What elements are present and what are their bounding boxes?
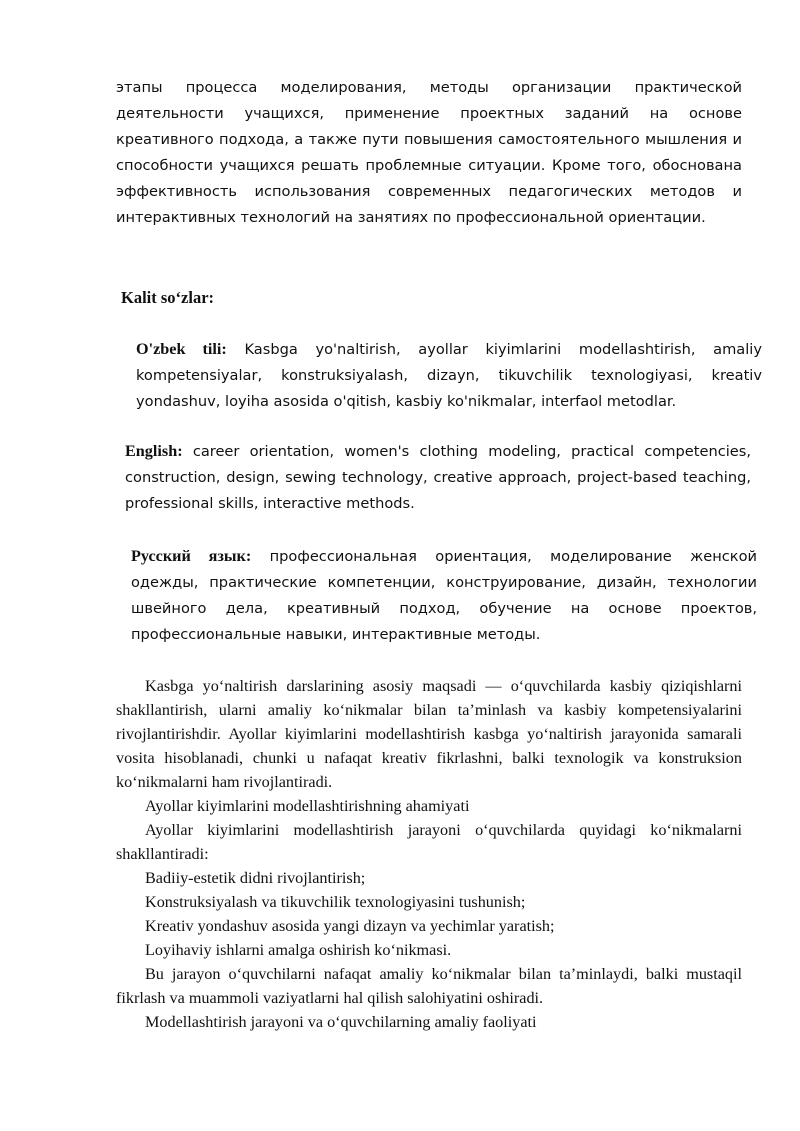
keywords-russian-text: профессиональная ориентация, моделирование женской одежды, практические компетенции, конструирование, дизайн, технологии швейного дела, креативный подход, обучение на основе проектов, профессиональные навыки, интерактивные методы. xyxy=(131,548,758,643)
keywords-uzbek-text: Kasbga yo'naltirish, ayollar kiyimlarini modellashtirish, amaliy kompetensiyalar, konstruksiyalash, dizayn, tikuvchilik texnologiyasi, kreativ yondashuv, loyiha asosida o'qitish, kasbiy ko'nikmalar, interfaol metodlar. xyxy=(136,341,762,410)
keywords-russian xyxy=(116,543,757,648)
keywords-english-label: English: xyxy=(125,442,183,460)
body-text xyxy=(116,674,742,1034)
list-item: Loyihaviy ishlarni amalga oshirish ko‘nikmasi. xyxy=(145,941,452,959)
list-item: Konstruksiyalash va tikuvchilik texnologiyasini tushunish; xyxy=(145,893,526,911)
abstract-continuation: этапы процесса моделирования, методы организации практической деятельности учащихся, применение проектных заданий на основе креативного подхода, а также пути повышения самостоятельного мышления и способности учащихся решать проблемные ситуации. Кроме того, обоснована эффективность использования современных педагогических методов и интерактивных технологий на занятиях по профессиональной ориентации. xyxy=(116,79,742,226)
keywords-russian-label: Русский язык: xyxy=(131,547,252,565)
keywords-heading: Kalit so‘zlar: xyxy=(121,288,215,307)
section-heading-modeling-process: Modellashtirish jarayoni va o‘quvchilarning amaliy faoliyati xyxy=(145,1013,537,1031)
keywords-uzbek xyxy=(116,336,762,415)
keywords-uzbek-label: O'zbek tili: xyxy=(136,340,227,358)
body-paragraph-3: Bu jarayon o‘quvchilarni nafaqat amaliy ko‘nikmalar bilan ta’minlaydi, balki mustaqil fikrlash va muammoli vaziyatlarni hal qilish salohiyatini oshiradi. xyxy=(116,965,742,1007)
list-item: Badiiy-estetik didni rivojlantirish; xyxy=(145,869,366,887)
keywords-english xyxy=(116,438,751,517)
keywords-english-text: career orientation, women's clothing modeling, practical competencies, construction, design, sewing technology, creative approach, project-based teaching, professional skills, interactive methods. xyxy=(125,443,751,512)
section-heading-importance: Ayollar kiyimlarini modellashtirishning ahamiyati xyxy=(145,797,470,815)
body-paragraph-1: Kasbga yo‘naltirish darslarining asosiy maqsadi — o‘quvchilarda kasbiy qiziqishlarni shakllantirish, ularni amaliy ko‘nikmalar bilan ta’minlash va kasbiy kompetensiyalarini rivojlantirishdir. Ayollar kiyimlarini modellashtirish kasbga yo‘naltirish jarayonida samarali vosita hisoblanadi, chunki u nafaqat kreativ fikrlashni, balki texnologik va konstruksion ko‘nikmalarni ham rivojlantiradi. xyxy=(116,677,742,791)
list-item: Kreativ yondashuv asosida yangi dizayn va yechimlar yaratish; xyxy=(145,917,555,935)
body-paragraph-2: Ayollar kiyimlarini modellashtirish jarayoni o‘quvchilarda quyidagi ko‘nikmalarni shakllantiradi: xyxy=(116,821,742,863)
